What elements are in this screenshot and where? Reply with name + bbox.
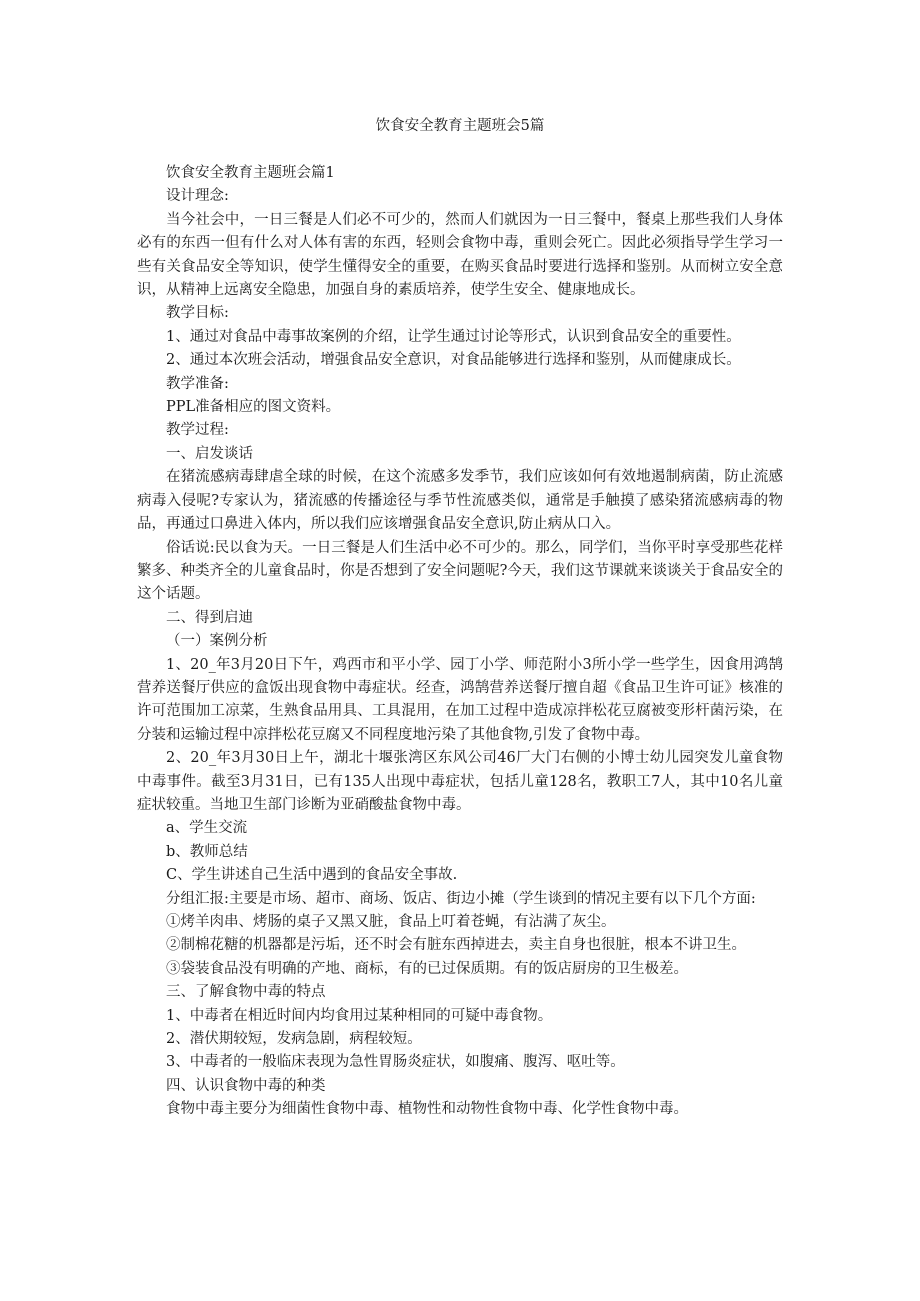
paragraph: 食物中毒主要分为细菌性食物中毒、植物性和动物性食物中毒、化学性食物中毒。 xyxy=(166,1101,688,1118)
subheading: 设计理念: xyxy=(166,188,229,205)
paragraph: 当今社会中，一日三餐是人们必不可少的，然而人们就因为一日三餐中，餐桌上那些我们人身体必有的东西一但有什么对人体有害的东西，轻则会食物中毒，重则会死亡。因此必须指导学生学习一些有关食品安全等知识，使学生懂得安全的重要，在购买食品时要进行选择和鉴别。从而树立安全意识，从精神上远离安全隐患，加强自身的素质培养，使学生安全、健康地成长。 xyxy=(137,211,783,299)
subheading: 教学目标: xyxy=(166,305,229,322)
list-item: ②制棉花糖的机器都是污垢，还不时会有脏东西掉进去，卖主自身也很脏，根本不讲卫生。 xyxy=(166,937,746,954)
paragraph: 2、20_年3月30日上午，湖北十堰张湾区东风公司46厂大门右侧的小博士幼儿园突发儿童食物中毒事件。截至3月31日，已有135人出现中毒症状，包括儿童128名，教职工7人，其中10名儿童症状较重。当地卫生部门诊断为亚硝酸盐食物中毒。 xyxy=(137,750,783,813)
subheading: （一）案例分析 xyxy=(166,633,268,650)
paragraph: 分组汇报:主要是市场、超市、商场、饭店、街边小摊（学生谈到的情况主要有以下几个方面: xyxy=(166,890,756,907)
subheading: 二、得到启迪 xyxy=(166,609,253,626)
list-item: C、学生讲述自己生活中遇到的食品安全事故. xyxy=(166,867,458,884)
subheading: 一、启发谈话 xyxy=(166,445,253,462)
subheading: 三、了解食物中毒的特点 xyxy=(166,984,326,1001)
list-item: ③袋装食品没有明确的产地、商标，有的已过保质期。有的饭店厨房的卫生极差。 xyxy=(166,960,688,977)
list-item: ①烤羊肉串、烤肠的桌子又黑又脏，食品上叮着苍蝇，有沾满了灰尘。 xyxy=(166,914,616,930)
list-item: 3、中毒者的一般临床表现为急性胃肠炎症状，如腹痛、腹泻、呕吐等。 xyxy=(166,1054,625,1071)
list-item: 2、通过本次班会活动，增强食品安全意识，对食品能够进行选择和鉴别，从而健康成长。 xyxy=(166,352,741,369)
document-title: 饮食安全教育主题班会5篇 xyxy=(375,118,545,134)
section-heading: 饮食安全教育主题班会篇1 xyxy=(166,165,335,181)
list-item: 1、通过对食品中毒事故案例的介绍，让学生通过讨论等形式，认识到食品安全的重要性。 xyxy=(166,328,741,345)
paragraph: 1、20_年3月20日下午，鸡西市和平小学、园丁小学、师范附小3所小学一些学生，因食用鸿鹄营养送餐厅供应的盒饭出现食物中毒症状。经查，鸿鹄营养送餐厅擅自超《食品卫生许可证》核准的许可范围加工凉菜，生熟食品用具、工具混用，在加工过程中造成凉拌松花豆腐被变形杆菌污染，在分装和运输过程中凉拌松花豆腐又不同程度地污染了其他食物,引发了食物中毒。 xyxy=(137,656,783,743)
document-body xyxy=(137,162,783,1122)
subheading: 教学准备: xyxy=(166,375,229,392)
paragraph: PPL准备相应的图文资料。 xyxy=(166,399,341,416)
list-item: 2、潜伏期较短，发病急剧，病程较短。 xyxy=(166,1031,422,1048)
list-item: b、教师总结 xyxy=(166,843,248,860)
list-item: a、学生交流 xyxy=(166,820,248,837)
subheading: 教学过程: xyxy=(166,422,229,439)
paragraph: 俗话说:民以食为天。一日三餐是人们生活中必不可少的。那么，同学们，当你平时享受那些花样繁多、种类齐全的儿童食品时，你是否想到了安全问题呢?今天，我们这节课就来谈谈关于食品安全的这个话题。 xyxy=(137,539,783,603)
subheading: 四、认识食物中毒的种类 xyxy=(166,1077,326,1094)
paragraph: 在猪流感病毒肆虐全球的时候，在这个流感多发季节，我们应该如何有效地遏制病菌，防止流感病毒入侵呢?专家认为，猪流感的传播途径与季节性流感类似，通常是手触摸了感染猪流感病毒的物品，再通过口鼻进入体内，所以我们应该增强食品安全意识,防止病从口入。 xyxy=(137,469,783,533)
list-item: 1、中毒者在相近时间内均食用过某种相同的可疑中毒食物。 xyxy=(166,1007,553,1024)
